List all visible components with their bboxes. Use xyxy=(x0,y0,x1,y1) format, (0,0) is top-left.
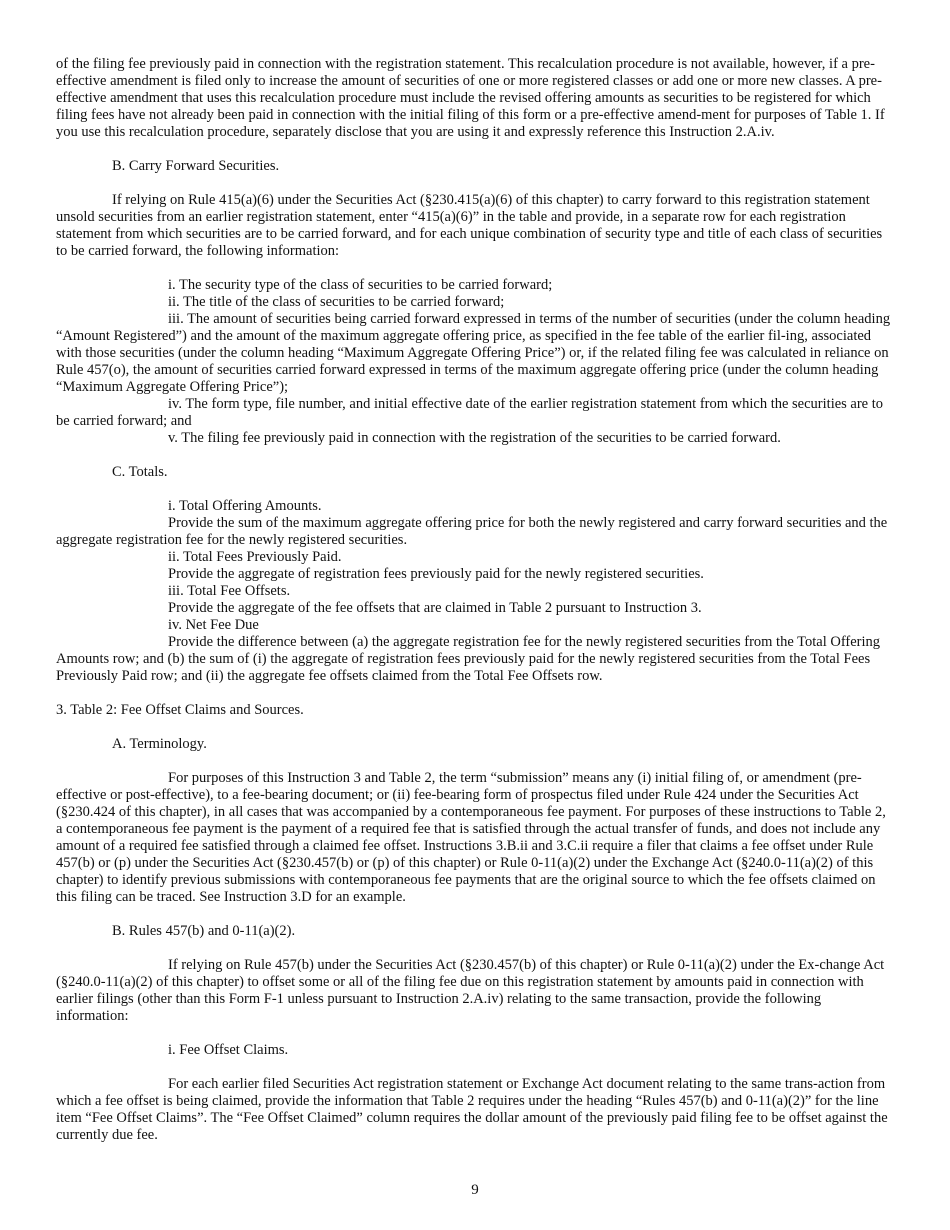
totals-list xyxy=(56,498,894,685)
list-item: ii. Total Fees Previously Paid. xyxy=(168,549,342,565)
list-item: iv. Net Fee Due xyxy=(168,617,259,633)
list-item-text: Provide the difference between (a) the aggregate registration fee for the newly registered securities from the Total Offering Amounts row; and (b) the sum of (i) the aggregate of registration fees previously paid for the newly registered securities from the Total Fees Previously Paid row; and (ii) the aggregate fee offsets claimed from the Total Fee Offsets row. xyxy=(56,634,881,684)
list-item: iv. The form type, file number, and initial effective date of the earlier registration statement from which the securities are to be carried forward; and xyxy=(56,396,884,429)
heading-totals: C. Totals. xyxy=(112,464,168,480)
list-item-text: Provide the aggregate of the fee offsets that are claimed in Table 2 pursuant to Instruction 3. xyxy=(168,600,702,616)
list-item: iii. The amount of securities being carried forward expressed in terms of the number of securities (under the column heading “Amount Registered”) and the amount of the maximum aggregate offering price, as specified in the fee table of the earlier fil-ing, associated with those securities (under the column heading “Maximum Aggregate Offering Price”) or, if the related filing fee was calculated in reliance on Rule 457(o), the amount of securities carried forward expressed in terms of the maximum aggregate offering price (under the column heading “Maximum Aggregate Offering Price”); xyxy=(56,311,891,395)
list-item: v. The filing fee previously paid in connection with the registration of the securities to be carried forward. xyxy=(168,430,781,446)
heading-terminology: A. Terminology. xyxy=(112,736,207,752)
page-number: 9 xyxy=(471,1182,479,1198)
heading-table-2: 3. Table 2: Fee Offset Claims and Sources. xyxy=(56,702,304,718)
list-item-text: Provide the sum of the maximum aggregate offering price for both the newly registered and carry forward securities and the aggregate registration fee for the newly registered securities. xyxy=(56,515,888,548)
paragraph-fee-offset-claims: For each earlier filed Securities Act registration statement or Exchange Act document relating to the same trans-action from which a fee offset is being claimed, provide the information that Table 2 requires under the heading “Rules 457(b) and 0-11(a)(2)” for the line item “Fee Offset Claims”. The “Fee Offset Claimed” column requires the dollar amount of the previously paid filing fee to be offset against the currently due fee. xyxy=(56,1076,888,1143)
list-item-text: Provide the aggregate of registration fees previously paid for the newly registered securities. xyxy=(168,566,704,582)
list-item: i. The security type of the class of securities to be carried forward; xyxy=(168,277,553,293)
paragraph-terminology: For purposes of this Instruction 3 and Table 2, the term “submission” means any (i) initial filing of, or amendment (pre-effective or post-effective), to a fee-bearing document; or (ii) fee-bearing form of prospectus filed under Rule 424 under the Securities Act (§230.424 of this chapter), in all cases that was accompanied by a contemporaneous fee payment. For purposes of these instructions to Table 2, a contemporaneous fee payment is the payment of a required fee that is satisfied through the actual transfer of funds, and does not include any amount of a required fee satisfied through a claimed fee offset. Instructions 3.B.ii and 3.C.ii require a filer that claims a fee offset under Rule 457(b) or (p) under the Securities Act (§230.457(b) or (p) of this chapter) or Rule 0-11(a)(2) under the Exchange Act (§240.0-11(a)(2) of this chapter) to identify previous submissions with contemporaneous fee payments that are the original source to which the fee offsets claimed on this filing can be traced. See Instruction 3.D for an example. xyxy=(56,770,886,905)
paragraph-carry-forward: If relying on Rule 415(a)(6) under the Securities Act (§230.415(a)(6) of this chapter) to carry forward to this registration statement unsold securities from an earlier registration statement, enter “415(a)(6)” in the table and provide, in a separate row for each registration statement from which securities are to be carried forward, and for each unique combination of security type and title of each class of securities to be carried forward, the following information: xyxy=(56,192,883,259)
list-item: i. Total Offering Amounts. xyxy=(168,498,322,514)
heading-carry-forward: B. Carry Forward Securities. xyxy=(112,158,280,174)
list-item: ii. The title of the class of securities to be carried forward; xyxy=(168,294,505,310)
list-item: iii. Total Fee Offsets. xyxy=(168,583,291,599)
heading-rules-457b: B. Rules 457(b) and 0-11(a)(2). xyxy=(112,923,296,939)
heading-fee-offset-claims: i. Fee Offset Claims. xyxy=(168,1042,289,1058)
document-page xyxy=(56,56,894,1161)
paragraph-rules-457b: If relying on Rule 457(b) under the Securities Act (§230.457(b) of this chapter) or Rule 0-11(a)(2) under the Ex-change Act (§240.0-11(a)(2) of this chapter) to offset some or all of the filing fee due on this registration statement by amounts paid in connection with earlier filings (other than this Form F-1 unless pursuant to Instruction 2.A.iv) relating to the same transaction, provide the following information: xyxy=(56,957,885,1024)
paragraph-recalculation: of the filing fee previously paid in connection with the registration statement. This recalculation procedure is not available, however, if a pre-effective amendment is filed only to increase the amount of securities of one or more registered classes or add one or more new classes. A pre-effective amendment that uses this recalculation procedure must include the revised offering amounts as securities to be registered for which filing fees have not already been paid in connection with the initial filing of this form or a pre-effective amend-ment for purposes of Table 1. If you use this recalculation procedure, separately disclose that you are using it and expressly reference this Instruction 2.A.iv. xyxy=(56,56,885,140)
carry-forward-list xyxy=(56,277,894,447)
